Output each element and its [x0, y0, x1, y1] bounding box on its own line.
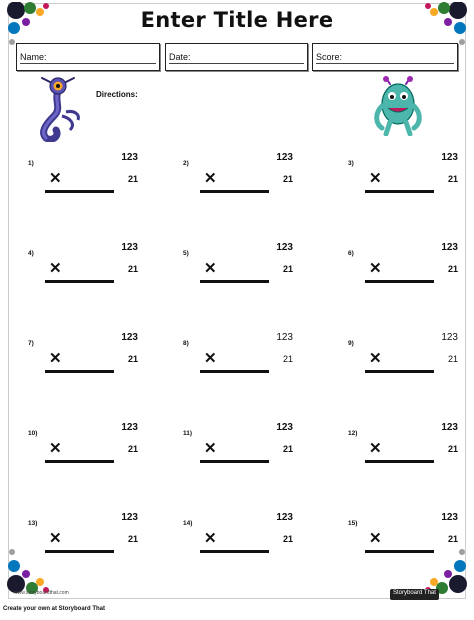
- score-underline: [316, 63, 454, 64]
- storyboard-that-logo[interactable]: Storyboard That: [390, 589, 439, 600]
- answer-line[interactable]: [365, 280, 434, 283]
- answer-line[interactable]: [45, 190, 114, 193]
- multiplier: 21: [282, 444, 293, 454]
- answer-line[interactable]: [200, 280, 269, 283]
- multiplier: 21: [282, 534, 293, 544]
- problem-number: 10): [28, 430, 38, 437]
- multiplier: 21: [127, 444, 138, 454]
- problem-3: [348, 152, 468, 198]
- problem-number: 13): [28, 520, 38, 527]
- multiply-icon: ✕: [49, 170, 62, 187]
- multiplicand: 123: [121, 152, 138, 163]
- multiplier: 21: [447, 264, 458, 274]
- multiply-icon: ✕: [204, 530, 217, 547]
- multiplicand: 123: [121, 422, 138, 433]
- multiply-icon: ✕: [369, 350, 382, 367]
- problem-11: [183, 422, 303, 468]
- problem-number: 6): [348, 250, 354, 257]
- problem-number: 7): [28, 340, 34, 347]
- multiplicand: 123: [121, 512, 138, 523]
- answer-line[interactable]: [200, 460, 269, 463]
- multiply-icon: ✕: [204, 350, 217, 367]
- problem-number: 4): [28, 250, 34, 257]
- answer-line[interactable]: [200, 550, 269, 553]
- multiply-icon: ✕: [49, 440, 62, 457]
- problem-number: 15): [348, 520, 358, 527]
- multiplicand: 123: [121, 332, 138, 343]
- multiply-icon: ✕: [369, 170, 382, 187]
- multiplicand: 123: [276, 332, 293, 343]
- problem-number: 12): [348, 430, 358, 437]
- multiplier: 21: [127, 264, 138, 274]
- problem-1: [28, 152, 148, 198]
- multiply-icon: ✕: [204, 440, 217, 457]
- date-field[interactable]: [165, 43, 308, 71]
- name-label: Name:: [20, 52, 47, 62]
- multiply-icon: ✕: [369, 440, 382, 457]
- multiplier: 21: [127, 534, 138, 544]
- multiply-icon: ✕: [204, 170, 217, 187]
- problem-14: [183, 512, 303, 558]
- footer-credit-link[interactable]: Create your own at Storyboard That: [3, 606, 106, 612]
- problem-6: [348, 242, 468, 288]
- multiplicand: 123: [276, 152, 293, 163]
- problem-number: 5): [183, 250, 189, 257]
- answer-line[interactable]: [200, 370, 269, 373]
- multiplicand: 123: [276, 242, 293, 253]
- multiplicand: 123: [121, 242, 138, 253]
- multiply-icon: ✕: [49, 260, 62, 277]
- problem-number: 1): [28, 160, 34, 167]
- problem-number: 14): [183, 520, 193, 527]
- multiplier: 21: [282, 354, 293, 364]
- problem-5: [183, 242, 303, 288]
- answer-line[interactable]: [45, 460, 114, 463]
- multiply-icon: ✕: [49, 350, 62, 367]
- multiplier: 21: [282, 174, 293, 184]
- problem-9: [348, 332, 468, 378]
- answer-line[interactable]: [45, 550, 114, 553]
- multiplicand: 123: [276, 512, 293, 523]
- problem-13: [28, 512, 148, 558]
- multiplicand: 123: [276, 422, 293, 433]
- problem-4: [28, 242, 148, 288]
- multiplier: 21: [447, 534, 458, 544]
- name-field[interactable]: [16, 43, 160, 71]
- problem-7: [28, 332, 148, 378]
- teal-alien-monster-image: [372, 76, 424, 136]
- answer-line[interactable]: [365, 190, 434, 193]
- date-label: Date:: [169, 52, 191, 62]
- multiplicand: 123: [441, 422, 458, 433]
- multiply-icon: ✕: [49, 530, 62, 547]
- multiply-icon: ✕: [369, 260, 382, 277]
- multiplier: 21: [282, 264, 293, 274]
- problem-number: 11): [183, 430, 193, 437]
- name-underline: [20, 63, 156, 64]
- problem-12: [348, 422, 468, 468]
- problem-15: [348, 512, 468, 558]
- answer-line[interactable]: [45, 370, 114, 373]
- answer-line[interactable]: [365, 460, 434, 463]
- watermark-url: www.storyboardthat.com: [14, 590, 69, 596]
- multiplicand: 123: [441, 512, 458, 523]
- problem-8: [183, 332, 303, 378]
- problem-number: 3): [348, 160, 354, 167]
- multiplicand: 123: [441, 332, 458, 343]
- answer-line[interactable]: [200, 190, 269, 193]
- multiplier: 21: [127, 174, 138, 184]
- purple-serpent-monster-image: [32, 76, 84, 142]
- multiplicand: 123: [441, 242, 458, 253]
- multiplier: 21: [447, 354, 458, 364]
- problem-10: [28, 422, 148, 468]
- multiplier: 21: [447, 444, 458, 454]
- problem-2: [183, 152, 303, 198]
- answer-line[interactable]: [365, 550, 434, 553]
- multiplicand: 123: [441, 152, 458, 163]
- page-title[interactable]: Enter Title Here: [140, 8, 334, 32]
- score-label: Score:: [316, 52, 343, 62]
- score-field[interactable]: [312, 43, 458, 71]
- multiplier: 21: [127, 354, 138, 364]
- multiply-icon: ✕: [204, 260, 217, 277]
- multiplier: 21: [447, 174, 458, 184]
- problem-number: 9): [348, 340, 354, 347]
- answer-line[interactable]: [45, 280, 114, 283]
- problem-number: 2): [183, 160, 189, 167]
- answer-line[interactable]: [365, 370, 434, 373]
- date-underline: [169, 63, 304, 64]
- multiply-icon: ✕: [369, 530, 382, 547]
- directions-label: Directions:: [96, 90, 138, 99]
- problem-number: 8): [183, 340, 189, 347]
